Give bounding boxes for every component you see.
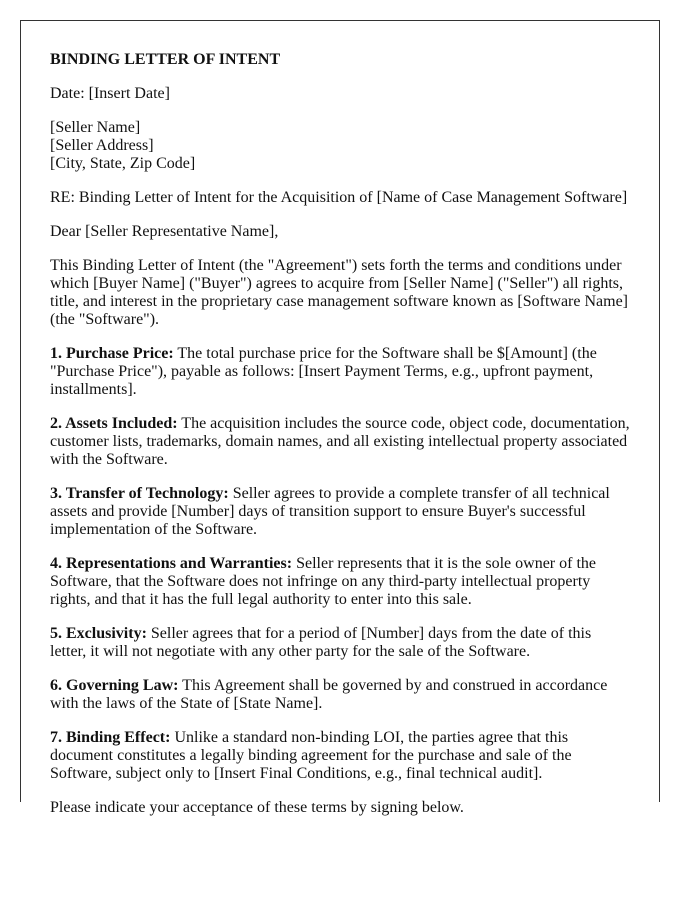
clause-transfer-of-technology — [50, 485, 631, 539]
seller-address-line: [Seller Address] — [50, 137, 154, 154]
clause-heading: 6. Governing Law: — [50, 677, 179, 694]
salutation: Dear [Seller Representative Name], — [50, 223, 279, 240]
clause-text: The total purchase price for the Software shall be $[Amount] (the "Purchase Price"), payable as follows: [Insert Payment Terms, e.g., upfront payment, installments]. — [50, 345, 597, 398]
re-line: RE: Binding Letter of Intent for the Acquisition of [Name of Case Management Software] — [50, 189, 628, 206]
seller-name-line: [Seller Name] — [50, 119, 141, 136]
clause-exclusivity — [50, 625, 631, 661]
clause-purchase-price — [50, 345, 631, 399]
closing-paragraph-clipped: Please indicate your acceptance of these terms by signing below. — [50, 799, 464, 816]
clause-assets-included — [50, 415, 631, 469]
clause-text: Seller represents that it is the sole owner of the Software, that the Software does not infringe on any third-party intellectual property rights, and that it has the full legal authority to enter into this sale. — [50, 555, 596, 608]
clause-representations-warranties — [50, 555, 631, 609]
clause-heading: 2. Assets Included: — [50, 415, 178, 432]
clause-text: The acquisition includes the source code, object code, documentation, customer lists, trademarks, domain names, and all existing intellectual property associated with the Software. — [50, 415, 630, 468]
clause-heading: 7. Binding Effect: — [50, 729, 171, 746]
clause-heading: 5. Exclusivity: — [50, 625, 147, 642]
clause-text: Seller agrees that for a period of [Number] days from the date of this letter, it will not negotiate with any other party for the sale of the Software. — [50, 625, 592, 660]
letter-body — [21, 21, 659, 817]
clause-governing-law — [50, 677, 631, 713]
letter-document — [20, 20, 660, 816]
clause-heading: 1. Purchase Price: — [50, 345, 174, 362]
date-line: Date: [Insert Date] — [50, 85, 170, 102]
clause-heading: 3. Transfer of Technology: — [50, 485, 229, 502]
seller-city-line: [City, State, Zip Code] — [50, 155, 196, 172]
clause-binding-effect — [50, 729, 631, 783]
clause-heading: 4. Representations and Warranties: — [50, 555, 293, 572]
intro-paragraph: This Binding Letter of Intent (the "Agreement") sets forth the terms and conditions under which [Buyer Name] ("Buyer") agrees to acquire from [Seller Name] ("Seller") all rights, title, and interest in the proprietary case management software known as [Software Name] (the "Software"). — [50, 257, 629, 328]
document-title: BINDING LETTER OF INTENT — [50, 51, 281, 68]
clause-text: Seller agrees to provide a complete transfer of all technical assets and provide [Number] days of transition support to ensure Buyer's successful implementation of the Software. — [50, 485, 610, 538]
clause-text: This Agreement shall be governed by and construed in accordance with the laws of the State of [State Name]. — [50, 677, 608, 712]
seller-address-block — [50, 119, 631, 173]
clause-text: Unlike a standard non-binding LOI, the parties agree that this document constitutes a legally binding agreement for the purchase and sale of the Software, subject only to [Insert Final Conditions, e.g., final technical audit]. — [50, 729, 572, 782]
